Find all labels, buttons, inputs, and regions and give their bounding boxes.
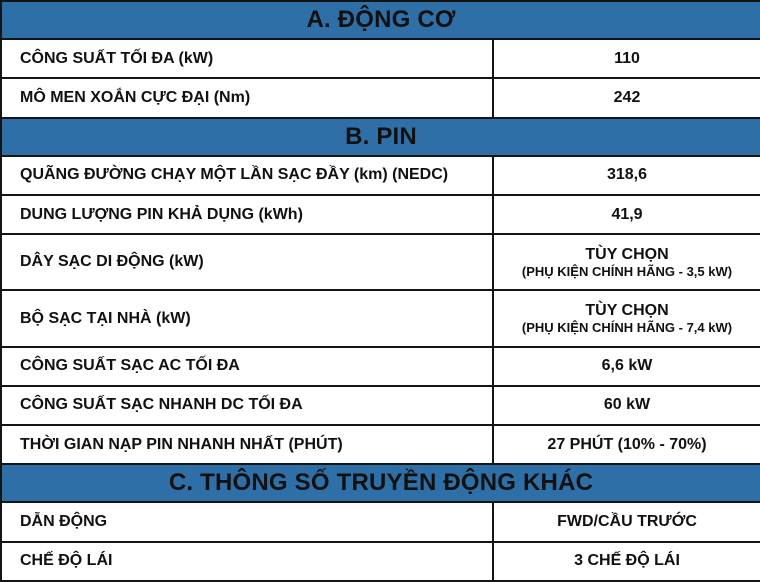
spec-value [493,234,760,290]
spec-value: 3 CHẾ ĐỘ LÁI [493,542,760,581]
table-row [1,39,760,78]
spec-value: 60 kW [493,386,760,425]
spec-label: BỘ SẠC TẠI NHÀ (kW) [1,290,493,346]
table-row [1,502,760,541]
spec-label: QUÃNG ĐƯỜNG CHẠY MỘT LẦN SẠC ĐẦY (km) (NEDC) [1,156,493,195]
spec-value: FWD/CẦU TRƯỚC [493,502,760,541]
spec-value: 41,9 [493,195,760,234]
section-header-dong-co [1,1,760,39]
spec-value-note: (PHỤ KIỆN CHÍNH HÃNG - 7,4 kW) [521,320,733,336]
table-row [1,386,760,425]
table-row [1,425,760,464]
section-title: C. THÔNG SỐ TRUYỀN ĐỘNG KHÁC [1,464,760,502]
section-title: B. PIN [1,118,760,156]
spec-label: DUNG LƯỢNG PIN KHẢ DỤNG (kWh) [1,195,493,234]
table-row [1,542,760,581]
section-title: A. ĐỘNG CƠ [1,1,760,39]
spec-value: 110 [493,39,760,78]
spec-label: CÔNG SUẤT SẠC AC TỐI ĐA [1,347,493,386]
spec-label: DÂY SẠC DI ĐỘNG (kW) [1,234,493,290]
spec-value-note: (PHỤ KIỆN CHÍNH HÃNG - 3,5 kW) [521,263,733,279]
spec-label: CÔNG SUẤT TỐI ĐA (kW) [1,39,493,78]
table-row [1,78,760,117]
spec-value: 318,6 [493,156,760,195]
spec-value: 242 [493,78,760,117]
spec-value: 6,6 kW [493,347,760,386]
table-row [1,195,760,234]
table-row [1,234,760,290]
spec-label: CHẾ ĐỘ LÁI [1,542,493,581]
spec-value: 27 PHÚT (10% - 70%) [493,425,760,464]
section-header-pin [1,118,760,156]
table-row [1,347,760,386]
spec-value-main: TÙY CHỌN [585,302,669,320]
section-header-truyen-dong [1,464,760,502]
spec-label: DẪN ĐỘNG [1,502,493,541]
table-row [1,156,760,195]
table-row [1,290,760,346]
spec-label: CÔNG SUẤT SẠC NHANH DC TỐI ĐA [1,386,493,425]
spec-value [493,290,760,346]
spec-label: THỜI GIAN NẠP PIN NHANH NHẤT (PHÚT) [1,425,493,464]
spec-label: MÔ MEN XOẮN CỰC ĐẠI (Nm) [1,78,493,117]
spec-value-main: TÙY CHỌN [585,245,669,263]
